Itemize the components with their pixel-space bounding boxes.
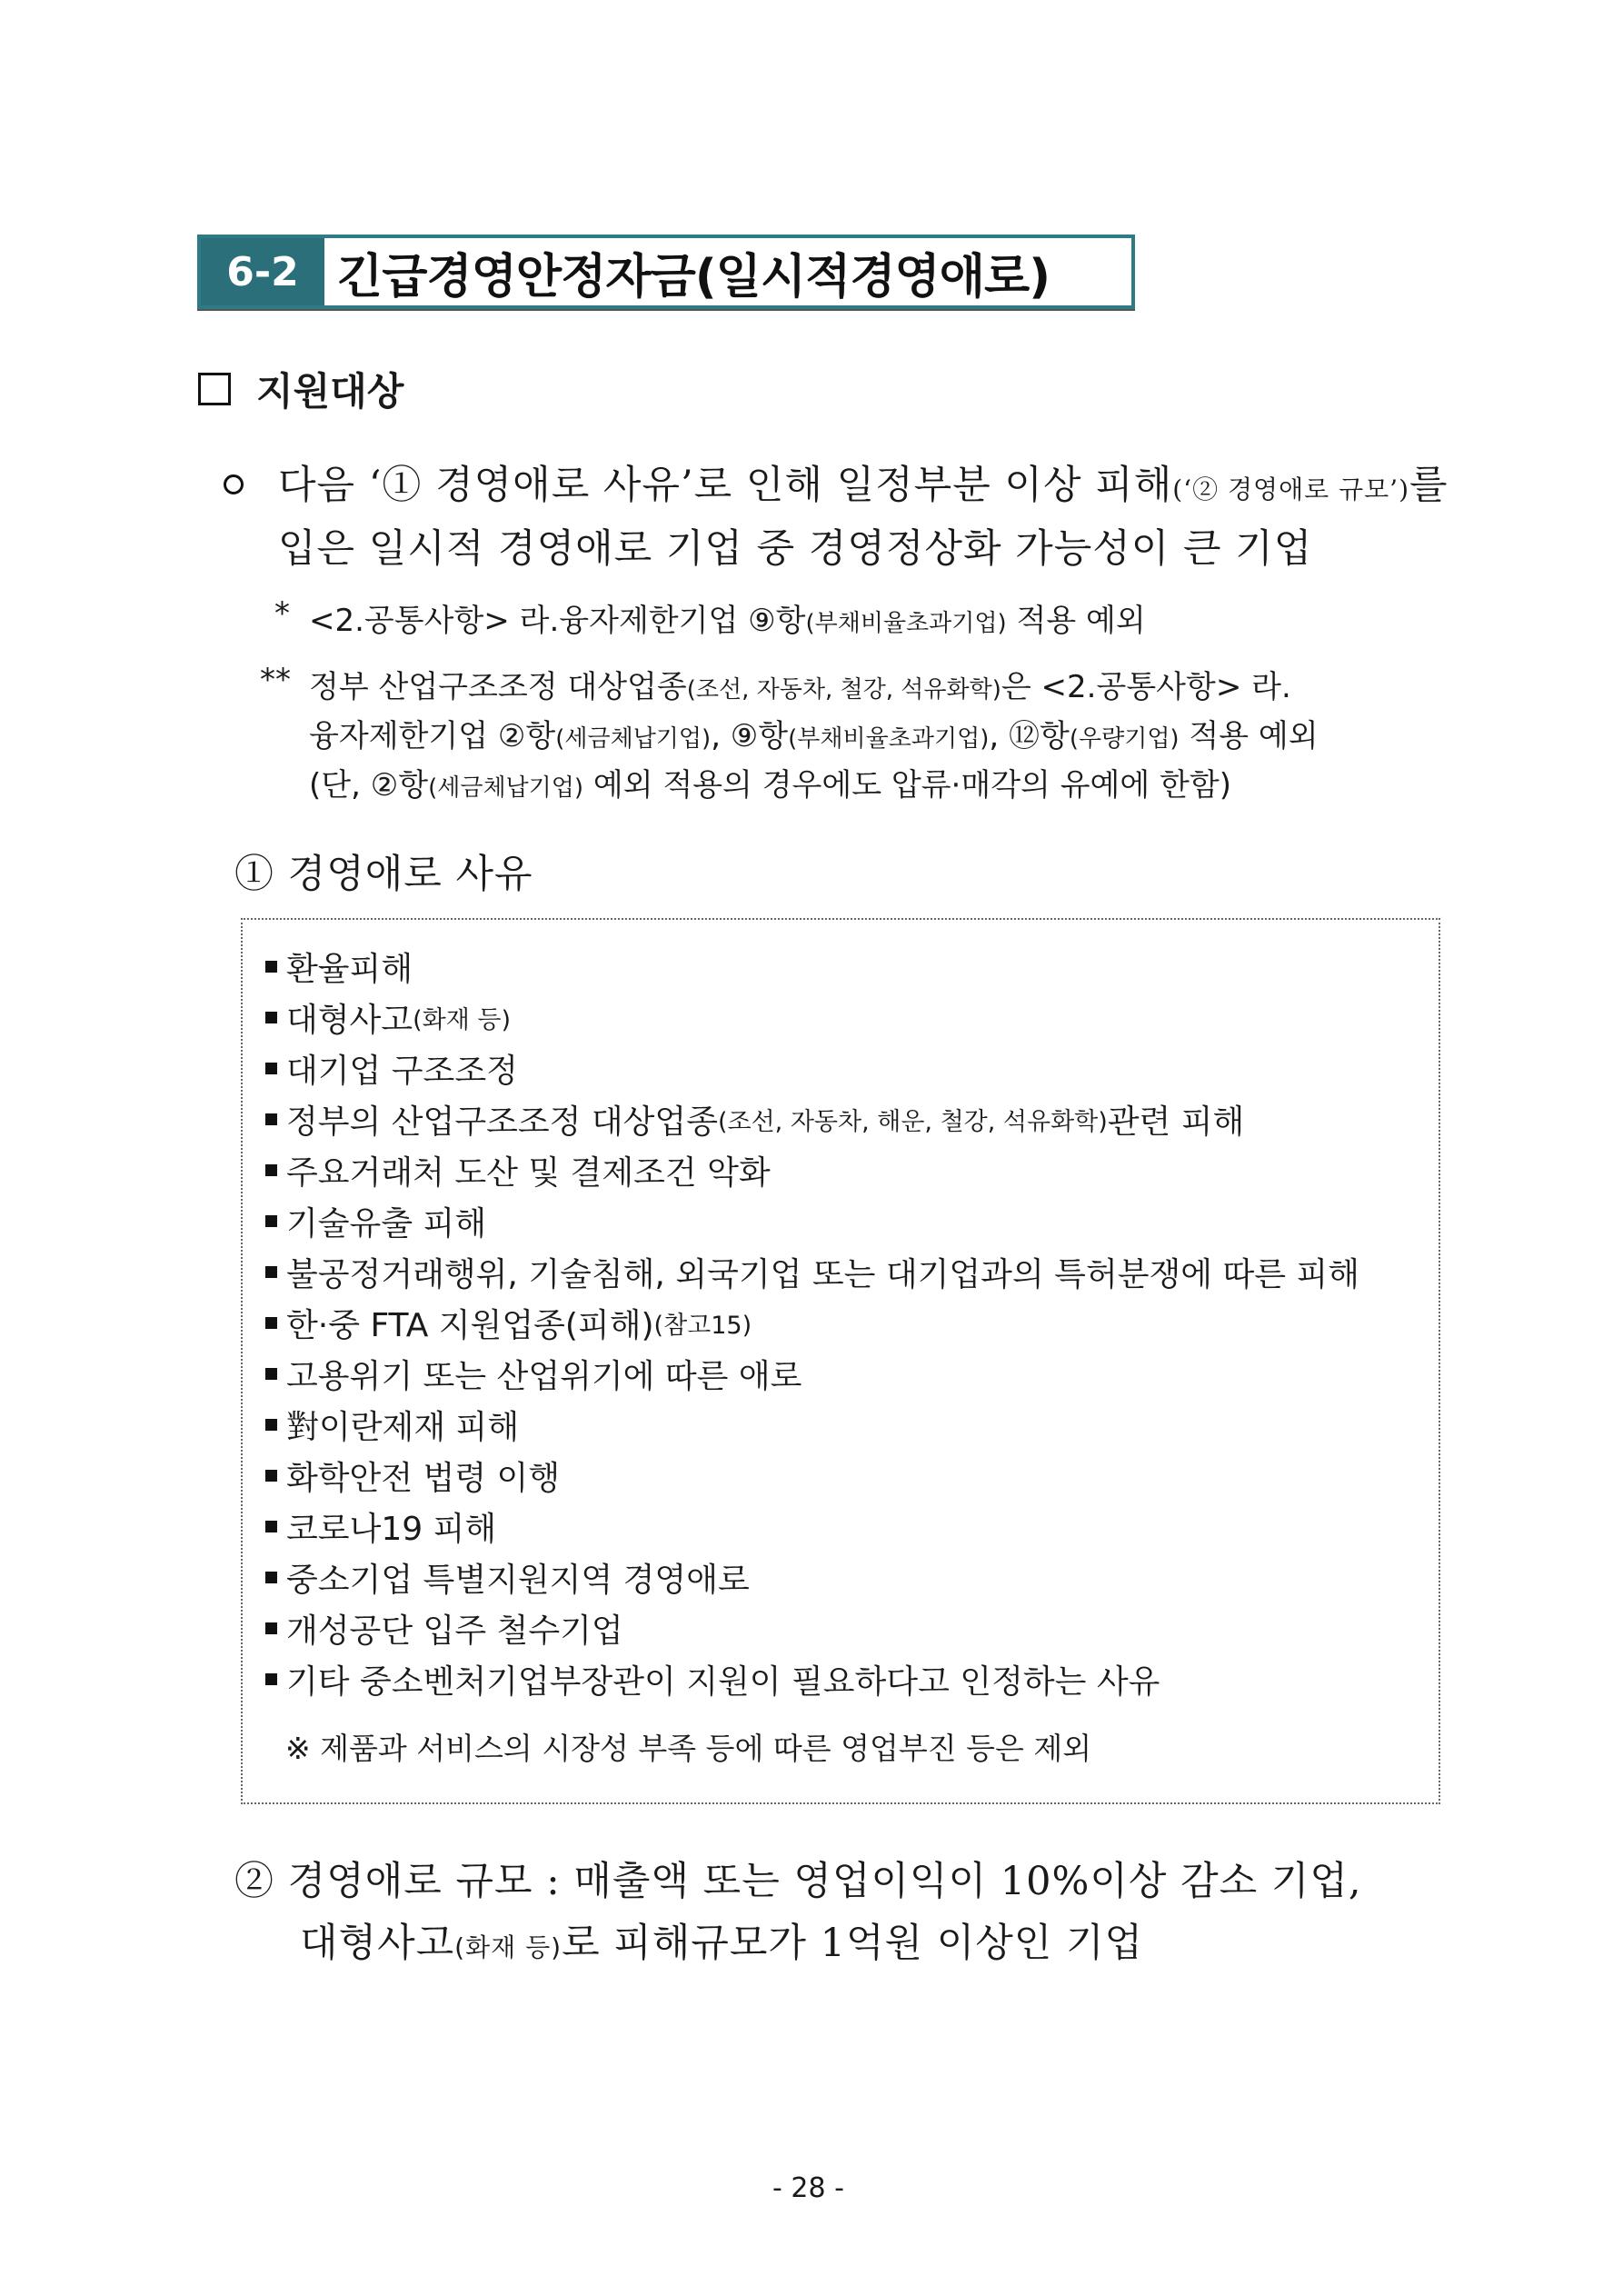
section-number: 6-2 — [201, 238, 324, 305]
note-star2-l3-b: 예외 적용의 경우에도 압류·매각의 유예에 한함) — [583, 767, 1231, 804]
reason-item-text: 기타 중소벤처기업부장관이 지원이 필요하다고 인정하는 사유 — [286, 1663, 1160, 1701]
reason-item-text: 주요거래처 도산 및 결제조건 악화 — [286, 1154, 771, 1192]
reason-item-tail: 관련 피해 — [1107, 1103, 1245, 1141]
note-star2-line1 — [309, 662, 1291, 706]
reason-item-text: 대형사고 — [286, 1002, 413, 1039]
reason-item-text: 정부의 산업구조조정 대상업종 — [286, 1103, 718, 1141]
square-bullet-icon — [265, 1164, 277, 1176]
circle-bullet-icon — [224, 474, 244, 494]
note-star2-prefix: ** — [260, 662, 291, 698]
square-bullet-icon — [265, 1063, 277, 1074]
note-star2-l2-d: 적용 예외 — [1179, 718, 1319, 754]
reason-item-text: 코로나19 피해 — [286, 1511, 497, 1548]
reason-item — [265, 1045, 518, 1092]
scale-line2-a: 대형사고 — [300, 1921, 455, 1966]
reason-item-text: 개성공단 입주 철수기업 — [286, 1612, 623, 1650]
reason-item — [265, 1503, 496, 1550]
main-statement-line1-tail: 를 — [1409, 463, 1449, 508]
note-star2-l2-a: 융자제한기업 ②항 — [309, 718, 556, 754]
section-header — [197, 235, 1135, 309]
reasons-heading: ① 경영애로 사유 — [234, 852, 533, 897]
reason-item — [265, 1351, 802, 1397]
note-star2-line2 — [309, 711, 1319, 755]
reason-item — [265, 1656, 1160, 1702]
square-bullet-icon — [265, 1622, 277, 1634]
square-bullet-icon — [265, 1419, 277, 1431]
checkbox-icon — [198, 373, 231, 405]
note-star1-small: (부채비율초과기업) — [805, 610, 1007, 637]
reason-item — [265, 1147, 771, 1193]
square-bullet-icon — [265, 1521, 277, 1532]
reason-item-note: (화재 등) — [413, 1006, 512, 1034]
reason-item — [265, 1554, 750, 1601]
square-bullet-icon — [265, 961, 277, 973]
note-star2-l3-a: (단, ②항 — [309, 767, 429, 804]
note-star2-l2-b: , ⑨항 — [711, 718, 789, 754]
reason-item — [265, 1249, 1359, 1295]
reason-item — [265, 1452, 560, 1499]
square-bullet-icon — [265, 1215, 277, 1227]
scale-line1: ② 경영애로 규모 : 매출액 또는 영업이익이 10%이상 감소 기업, — [234, 1859, 1362, 1904]
note-star2-line3 — [309, 760, 1231, 804]
reason-item-note: (조선, 자동차, 해운, 철강, 석유화학) — [717, 1108, 1108, 1136]
main-statement-line1-note: (‘② 경영애로 규모’) — [1172, 474, 1409, 504]
reason-item — [265, 1605, 623, 1652]
note-star1 — [309, 595, 1146, 640]
square-bullet-icon — [265, 1368, 277, 1380]
page-number: - 28 - — [772, 2172, 844, 2204]
reason-item — [265, 1198, 486, 1244]
reason-item-text: 기술유출 피해 — [286, 1205, 487, 1243]
square-bullet-icon — [265, 1572, 277, 1583]
reason-item — [265, 1402, 519, 1448]
note-star2-l3-small: (세금체납기업) — [428, 774, 584, 802]
note-star2-l1-small: (조선, 자동차, 철강, 석유화학) — [686, 676, 1001, 704]
reason-item — [265, 1096, 1244, 1143]
note-star2-l2-s3: (우량기업) — [1069, 725, 1180, 753]
scale-line2-small: (화재 등) — [454, 1932, 563, 1962]
reason-item-text: 한·중 FTA 지원업종(피해) — [286, 1307, 654, 1344]
section-title: 긴급경영안정자금(일시적경영애로) — [337, 249, 1050, 304]
reason-item — [265, 943, 413, 990]
support-target-heading: 지원대상 — [256, 369, 404, 414]
reason-item-text: 대기업 구조조정 — [286, 1053, 518, 1090]
square-bullet-icon — [265, 1113, 277, 1125]
note-star1-a: <2.공통사항> 라.융자제한기업 ⑨항 — [309, 603, 806, 639]
reason-item-text: 화학안전 법령 이행 — [286, 1460, 561, 1497]
main-statement-line2: 입은 일시적 경영애로 기업 중 경영정상화 가능성이 큰 기업 — [278, 526, 1313, 572]
square-bullet-icon — [265, 1470, 277, 1482]
reason-item-text: 중소기업 특별지원지역 경영애로 — [286, 1562, 750, 1599]
note-star2-l2-s1: (세금체납기업) — [555, 725, 712, 753]
reason-item — [265, 994, 511, 1041]
main-statement-line1 — [278, 454, 1449, 510]
reason-item-text: 對이란제재 피해 — [286, 1409, 520, 1446]
note-star2-l1-b: 은 <2.공통사항> 라. — [1001, 669, 1291, 705]
reason-item-note: (참고15) — [653, 1312, 752, 1340]
square-bullet-icon — [265, 1266, 277, 1278]
main-statement-line1-text: 다음 ‘① 경영애로 사유’로 인해 일정부분 이상 피해 — [278, 463, 1173, 508]
note-star1-prefix: * — [274, 595, 290, 632]
scale-line2-b: 로 피해규모가 1억원 이상인 기업 — [562, 1921, 1144, 1966]
note-star2-l2-s2: (부채비율초과기업) — [788, 725, 990, 753]
note-star2-l2-c: , ⑫항 — [989, 718, 1070, 754]
reasons-footnote: ※ 제품과 서비스의 시장성 부족 등에 따른 영업부진 등은 제외 — [285, 1731, 1092, 1766]
note-star2-l1-a: 정부 산업구조조정 대상업종 — [309, 669, 687, 705]
square-bullet-icon — [265, 1012, 277, 1023]
square-bullet-icon — [265, 1317, 277, 1329]
scale-line2 — [300, 1912, 1143, 1968]
reason-item-text: 고용위기 또는 산업위기에 따른 애로 — [286, 1358, 802, 1395]
reason-item-text: 불공정거래행위, 기술침해, 외국기업 또는 대기업과의 특허분쟁에 따른 피해 — [286, 1256, 1360, 1293]
reason-item — [265, 1300, 752, 1346]
reason-item-text: 환율피해 — [286, 951, 413, 988]
note-star1-b: 적용 예외 — [1006, 603, 1146, 639]
square-bullet-icon — [265, 1673, 277, 1685]
